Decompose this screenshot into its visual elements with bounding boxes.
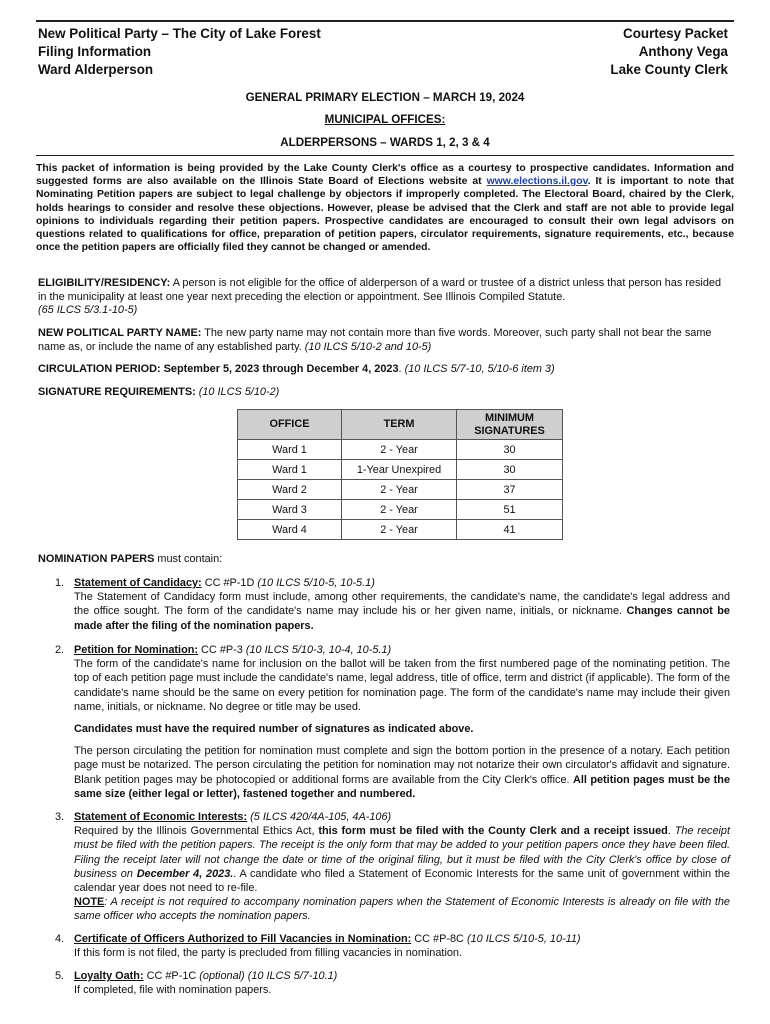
signature-table [237, 409, 563, 540]
party-name-section: NEW POLITICAL PARTY NAME: The new party name may not contain more than five words. Moreover, such party shall not bear the same name as, or include the name of any established party. (10 ILCS 5/10-2 and 10-5) [38, 327, 712, 353]
intro-paragraph: This packet of information is being provided by the Lake County Clerk's office as a courtesy to prospective candidates. Information and suggested forms are also available on the Illinois State Board of Elections website at www.elections.il.gov. It is important to note that Nominating Petition papers are subject to legal challenge by objectors if improperly completed. The Electoral Board, chaired by the Clerk, holds hearings to consider and resolve these objections. However, please be advised that the Clerk and staff are not able to provide legal opinions to individuals regarding their petition papers. Prospective candidates are encouraged to consult their own legal advisors on questions related to qualifications for office, preparation of petition papers, circulator requirements, signature requirements, etc., because once the petition papers are officially filed they cannot be changed or amended. [36, 155, 734, 254]
circulation-section: CIRCULATION PERIOD: September 5, 2023 through December 4, 2023. (10 ILCS 5/7-10, 5/10-6 item 3) [38, 363, 555, 375]
table-row: Ward 4 2 - Year 41 [238, 520, 563, 540]
election-title: GENERAL PRIMARY ELECTION – MARCH 19, 2024 [245, 91, 525, 104]
top-rule [36, 20, 734, 22]
item-title: Petition for Nomination: [74, 644, 199, 656]
table-row: Ward 1 2 - Year 30 [238, 440, 563, 460]
list-item-economic-interests: 3. Statement of Economic Interests: (5 ILCS 420/4A-105, 4A-106) Required by the Illinois Governmental Ethics Act, this form must be filed with the County Clerk and a receipt issued. The receipt must be filed with the petition papers. The receipt is the only form that may be added to your petition papers once they have been filed. Filing the receipt later will not change the date or time of the original filing, but it must be filed with the City Clerk's office by close of business on December 4, 2023.. A candidate who filed a Statement of Economic Interests for the same unit of government within the calendar year does not need to re-file. NOTE: A receipt is not required to accompany nomination papers when the Statement of Economic Interests is already on file with the same officer who accepts the nomination papers. [55, 811, 730, 923]
list-item-petition-for-nomination: 2. Petition for Nomination: CC #P-3 (10 ILCS 5/10-3, 10-4, 10-5.1) The form of the candidate's name for inclusion on the ballot will be taken from the first numbered page of the nominating petition. The top of each petition page must include the candidate's name, legal address, title of office, term and district (if applicable). The form of the candidate's name should be the same on every petition for nomination page. The form of the candidate's name may include their given name, initials, or nickname. No degree or title may be used. Candidates must have the required number of signatures as indicated above. The person circulating the petition for nomination must complete and sign the bottom portion in the presence of a notary. Each petition page must be notarized. The person circulating the petition for nomination may not notarize their own circulator's affidavit and signature. Blank petition pages may be photocopied or additional forms are available from the City Clerk's office. All petition pages must be the same size (either legal or letter), fastened together and numbered. [55, 644, 731, 800]
col-term-header: TERM [342, 410, 457, 440]
item-title: Statement of Economic Interests: [74, 811, 248, 823]
item-title: Certificate of Officers Authorized to Fill Vacancies in Nomination: [74, 933, 412, 945]
header-party-title: New Political Party – The City of Lake Forest [38, 26, 321, 41]
table-header-row [238, 410, 563, 440]
header-courtesy-packet: Courtesy Packet [623, 26, 728, 41]
header-filing-info: Filing Information [38, 44, 152, 59]
eligibility-citation: (65 ILCS 5/3.1-10-5) [38, 304, 138, 317]
col-signatures-header: MINIMUM SIGNATURES [457, 410, 563, 440]
header-right [610, 25, 728, 79]
alderpersons-title: ALDERPERSONS – WARDS 1, 2, 3 & 4 [280, 136, 490, 149]
table-row: Ward 2 2 - Year 37 [238, 480, 563, 500]
party-name-label: NEW POLITICAL PARTY NAME: [38, 327, 202, 339]
signature-requirements-heading: SIGNATURE REQUIREMENTS: (10 ILCS 5/10-2) [38, 386, 280, 398]
note-label: NOTE [74, 896, 105, 909]
item-title: Loyalty Oath: [74, 970, 144, 982]
eligibility-label: ELIGIBILITY/RESIDENCY: [38, 277, 171, 289]
list-item-certificate-of-officers: 4. Certificate of Officers Authorized to Fill Vacancies in Nomination: CC #P-8C (10 ILCS 5/10-5, 10-11) If this form is not filed, the party is precluded from filling vacancies in nomination. [55, 933, 581, 960]
table-row: Ward 3 2 - Year 51 [238, 500, 563, 520]
table-row: Ward 1 1-Year Unexpired 30 [238, 460, 563, 480]
eligibility-section: ELIGIBILITY/RESIDENCY: A person is not eligible for the office of alderperson of a ward or trustee of a district unless that person has resided in the municipality at least one year next preceding the election or appointment. See Illinois Compiled Statute. (65 ILCS 5/3.1-10-5) [38, 277, 722, 317]
header-clerk-name: Anthony Vega [638, 44, 728, 59]
circulation-label: CIRCULATION PERIOD: September 5, 2023 through December 4, 2023 [38, 363, 399, 375]
col-office-header: OFFICE [238, 410, 342, 440]
list-item-loyalty-oath: 5. Loyalty Oath: CC #P-1C (optional) (10 ILCS 5/7-10.1) If completed, file with nomination papers. [55, 970, 338, 997]
item-title: Statement of Candidacy: [74, 577, 202, 589]
offices-title: MUNICIPAL OFFICES: [324, 113, 446, 126]
nomination-papers-heading: NOMINATION PAPERS must contain: [38, 553, 223, 565]
elections-website-link[interactable]: www.elections.il.gov [486, 176, 588, 188]
header-ward-alderperson: Ward Alderperson [38, 62, 154, 77]
list-item-statement-of-candidacy: 1. Statement of Candidacy: CC #P-1D (10 ILCS 5/10-5, 10-5.1) The Statement of Candidacy form must include, among other requirements, the candidate's name, the candidate's legal address and the office sought. The form of the candidate's name may include his or her given name, initials, or nickname. Changes cannot be made after the filing of the nomination papers. [55, 577, 730, 632]
header-left [38, 25, 321, 79]
header-clerk-title: Lake County Clerk [610, 62, 728, 77]
